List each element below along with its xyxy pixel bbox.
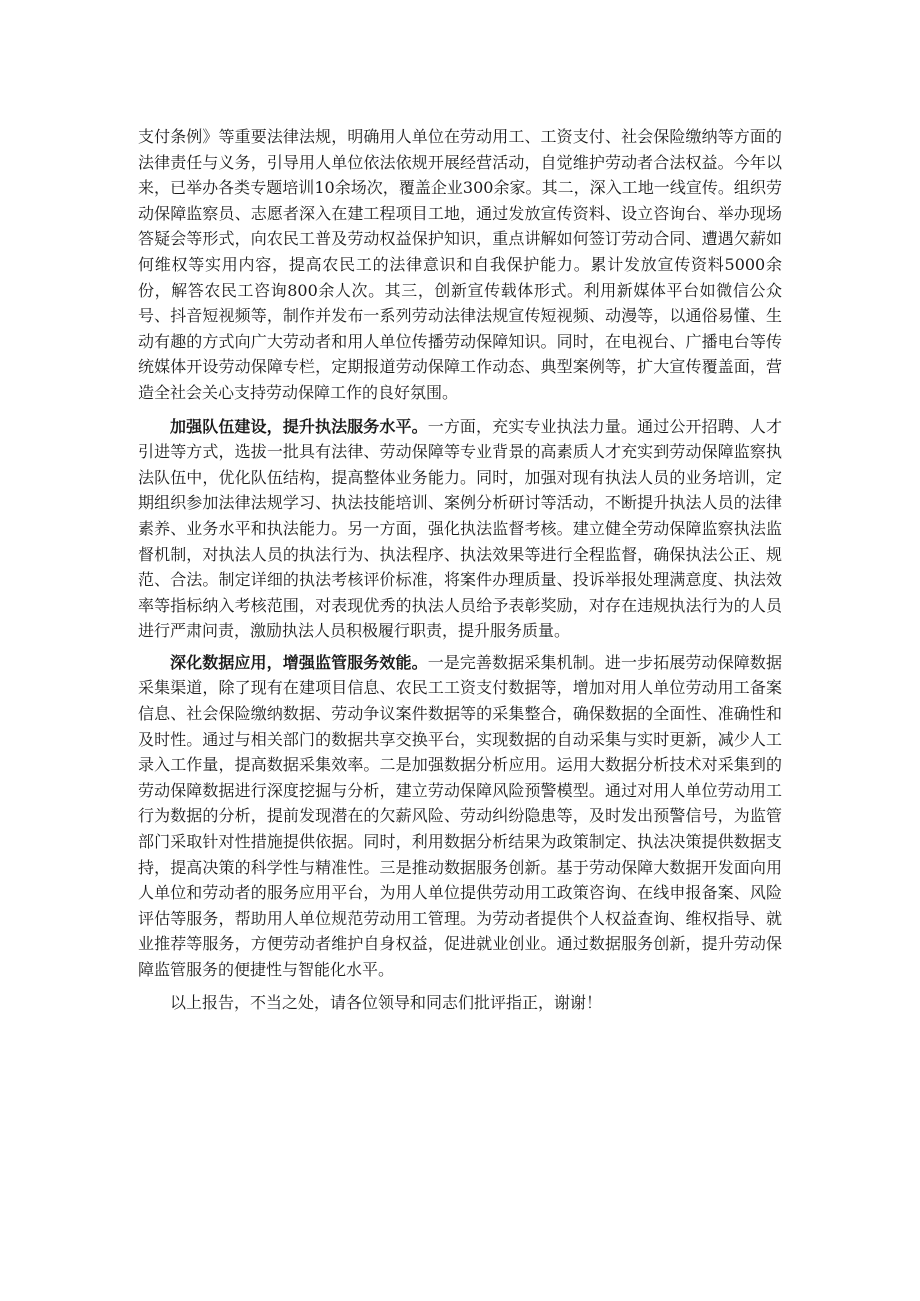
paragraph-data-application xyxy=(138,650,782,983)
paragraph-body: 一方面，充实专业执法力量。通过公开招聘、人才引进等方式，选拔一批具有法律、劳动保障等专业背景的高素质人才充实到劳动保障监察执法队伍中，优化队伍结构，提高整体业务能力。同时，加强对现有执法人员的业务培训，定期组织参加法律法规学习、执法技能培训、案例分析研讨等活动，不断提升执法人员的法律素养、业务水平和执法能力。另一方面，强化执法监督考核。建立健全劳动保障监察执法监督机制，对执法人员的执法行为、执法程序、执法效果等进行全程监督，确保执法公正、规范、合法。制定详细的执法考核评价标准，将案件办理质量、投诉举报处理满意度、执法效率等指标纳入考核范围，对表现优秀的执法人员给予表彰奖励，对存在违规执法行为的人员进行严肃问责，激励执法人员积极履行职责，提升服务质量。 xyxy=(138,416,782,641)
paragraph-heading: 加强队伍建设，提升执法服务水平。 xyxy=(170,416,428,436)
paragraph-team-building xyxy=(138,414,782,644)
paragraph-body: 支付条例》等重要法律法规，明确用人单位在劳动用工、工资支付、社会保险缴纳等方面的法律责任与义务，引导用人单位依法依规开展经营活动，自觉维护劳动者合法权益。今年以来，已举办各类专题培训10余场次，覆盖企业300余家。其二，深入工地一线宣传。组织劳动保障监察员、志愿者深入在建工程项目工地，通过发放宣传资料、设立咨询台、举办现场答疑会等形式，向农民工普及劳动权益保护知识，重点讲解如何签订劳动合同、遭遇欠薪如何维权等实用内容，提高农民工的法律意识和自我保护能力。累计发放宣传资料5000余份，解答农民工咨询800余人次。其三，创新宣传载体形式。利用新媒体平台如微信公众号、抖音短视频等，制作并发布一系列劳动法律法规宣传短视频、动漫等，以通俗易懂、生动有趣的方式向广大劳动者和用人单位传播劳动保障知识。同时，在电视台、广播电台等传统媒体开设劳动保障专栏，定期报道劳动保障工作动态、典型案例等，扩大宣传覆盖面，营造全社会关心支持劳动保障工作的良好氛围。 xyxy=(138,127,782,402)
paragraph-heading: 深化数据应用，增强监管服务效能。 xyxy=(170,652,428,672)
paragraph-closing xyxy=(138,990,782,1016)
document-page xyxy=(138,124,782,1015)
paragraph-body: 以上报告，不当之处，请各位领导和同志们批评指正，谢谢！ xyxy=(170,992,603,1012)
paragraph-publicity-continued xyxy=(138,124,782,406)
paragraph-body: 一是完善数据采集机制。进一步拓展劳动保障数据采集渠道，除了现有在建项目信息、农民工工资支付数据等，增加对用人单位劳动用工备案信息、社会保险缴纳数据、劳动争议案件数据等的采集整合，确保数据的全面性、准确性和及时性。通过与相关部门的数据共享交换平台，实现数据的自动采集与实时更新，减少人工录入工作量，提高数据采集效率。二是加强数据分析应用。运用大数据分析技术对采集到的劳动保障数据进行深度挖掘与分析，建立劳动保障风险预警模型。通过对用人单位劳动用工行为数据的分析，提前发现潜在的欠薪风险、劳动纠纷隐患等，及时发出预警信号，为监管部门采取针对性措施提供依据。同时，利用数据分析结果为政策制定、执法决策提供数据支持，提高决策的科学性与精准性。三是推动数据服务创新。基于劳动保障大数据开发面向用人单位和劳动者的服务应用平台，为用人单位提供劳动用工政策咨询、在线申报备案、风险评估等服务，帮助用人单位规范劳动用工管理。为劳动者提供个人权益查询、维权指导、就业推荐等服务，方便劳动者维护自身权益，促进就业创业。通过数据服务创新，提升劳动保障监管服务的便捷性与智能化水平。 xyxy=(138,652,782,979)
